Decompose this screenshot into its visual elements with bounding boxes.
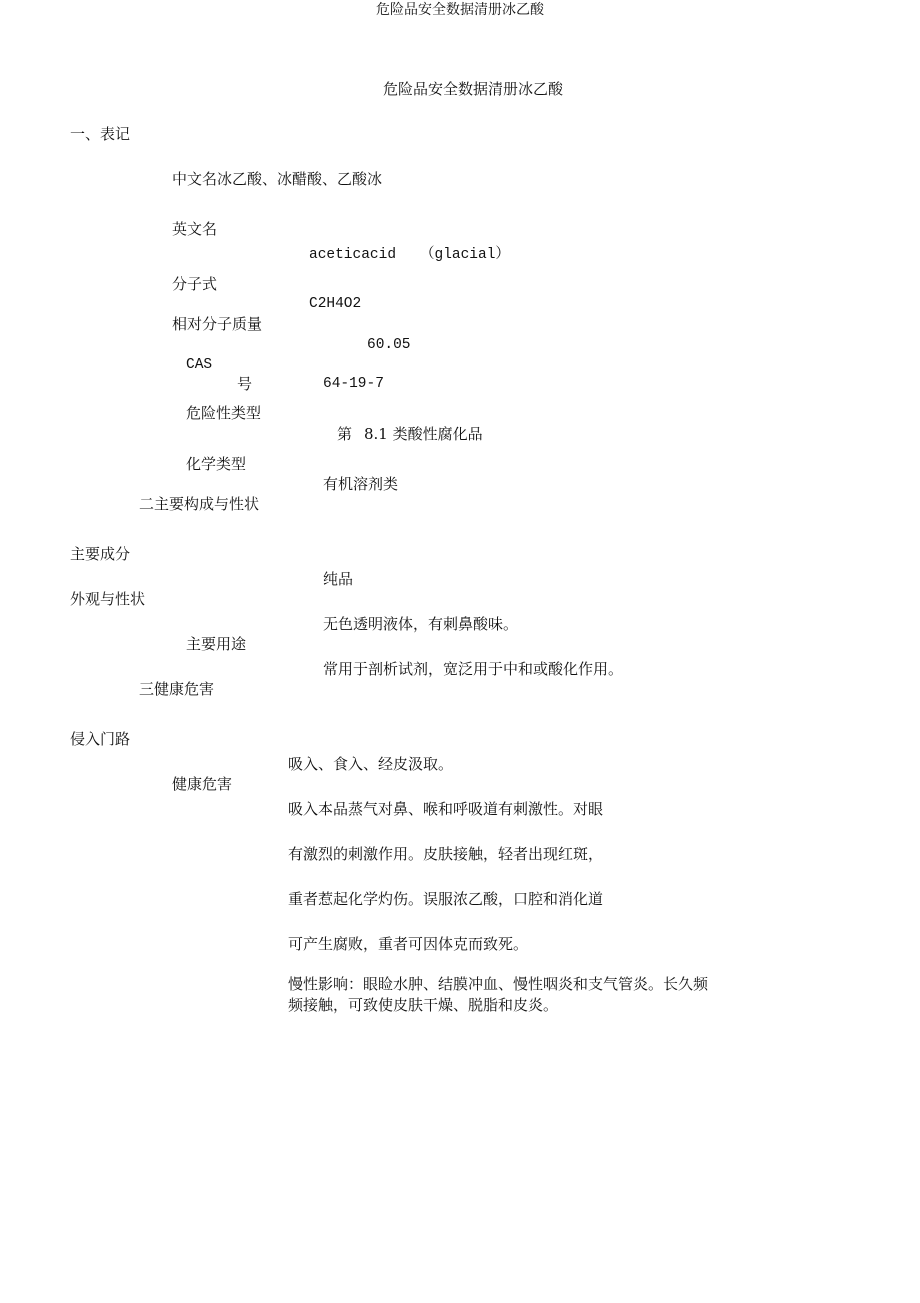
chronic-effect-line: 慢性影响：眼睑水肿、结膜冲血、慢性咽炎和支气管炎。长久频 <box>288 975 709 993</box>
main-component-value: 纯品 <box>323 570 354 588</box>
main-component-label: 主要成分 <box>70 545 131 563</box>
molecular-weight-value: 60.05 <box>367 337 411 353</box>
formula-label: 分子式 <box>172 275 218 293</box>
usage-label: 主要用途 <box>186 635 247 653</box>
english-name-suffix: （glacial） <box>420 247 510 263</box>
appearance-value: 无色透明液体，有刺鼻酸味。 <box>323 615 519 633</box>
running-header: 危险品安全数据清册冰乙酸 <box>376 2 544 18</box>
english-name-label: 英文名 <box>172 220 218 238</box>
health-hazard-line: 有激烈的刺激作用。皮肤接触，轻者出现红斑， <box>288 845 604 863</box>
hazard-class-prefix: 第 <box>337 425 353 443</box>
appearance-label: 外观与性状 <box>70 590 146 608</box>
cas-value: 64-19-7 <box>323 376 384 392</box>
molecular-weight-label: 相对分子质量 <box>172 315 263 333</box>
health-hazard-label: 健康危害 <box>172 775 233 793</box>
route-value: 吸入、食入、经皮汲取。 <box>288 755 454 773</box>
chemical-type-label: 化学类型 <box>186 455 247 473</box>
usage-value: 常用于剖析试剂，宽泛用于中和或酸化作用。 <box>323 660 624 678</box>
cas-label: CAS <box>186 357 213 373</box>
hazard-class-value: 8.1 类酸性腐化品 <box>364 425 483 443</box>
section-3-heading: 三健康危害 <box>139 680 215 698</box>
section-2-heading: 二主要构成与性状 <box>139 495 260 513</box>
health-hazard-line: 吸入本品蒸气对鼻、喉和呼吸道有刺激性。对眼 <box>288 800 604 818</box>
english-name-value: aceticacid <box>309 247 397 263</box>
route-label: 侵入门路 <box>70 730 131 748</box>
section-1-heading: 一、表记 <box>70 125 131 143</box>
document-title: 危险品安全数据清册冰乙酸 <box>383 80 564 98</box>
health-hazard-line: 可产生腐败，重者可因体克而致死。 <box>288 935 529 953</box>
formula-value: C2H4O2 <box>309 296 362 312</box>
chemical-type-value: 有机溶剂类 <box>323 475 399 493</box>
health-hazard-line: 重者惹起化学灼伤。误服浓乙酸，口腔和消化道 <box>288 890 604 908</box>
hazard-class-label: 危险性类型 <box>186 404 262 422</box>
chinese-name: 中文名冰乙酸、冰醋酸、乙酸冰 <box>172 170 383 188</box>
cas-label-suffix: 号 <box>237 375 253 393</box>
chronic-effect-line: 频接触，可致使皮肤干燥、脱脂和皮炎。 <box>288 996 559 1014</box>
